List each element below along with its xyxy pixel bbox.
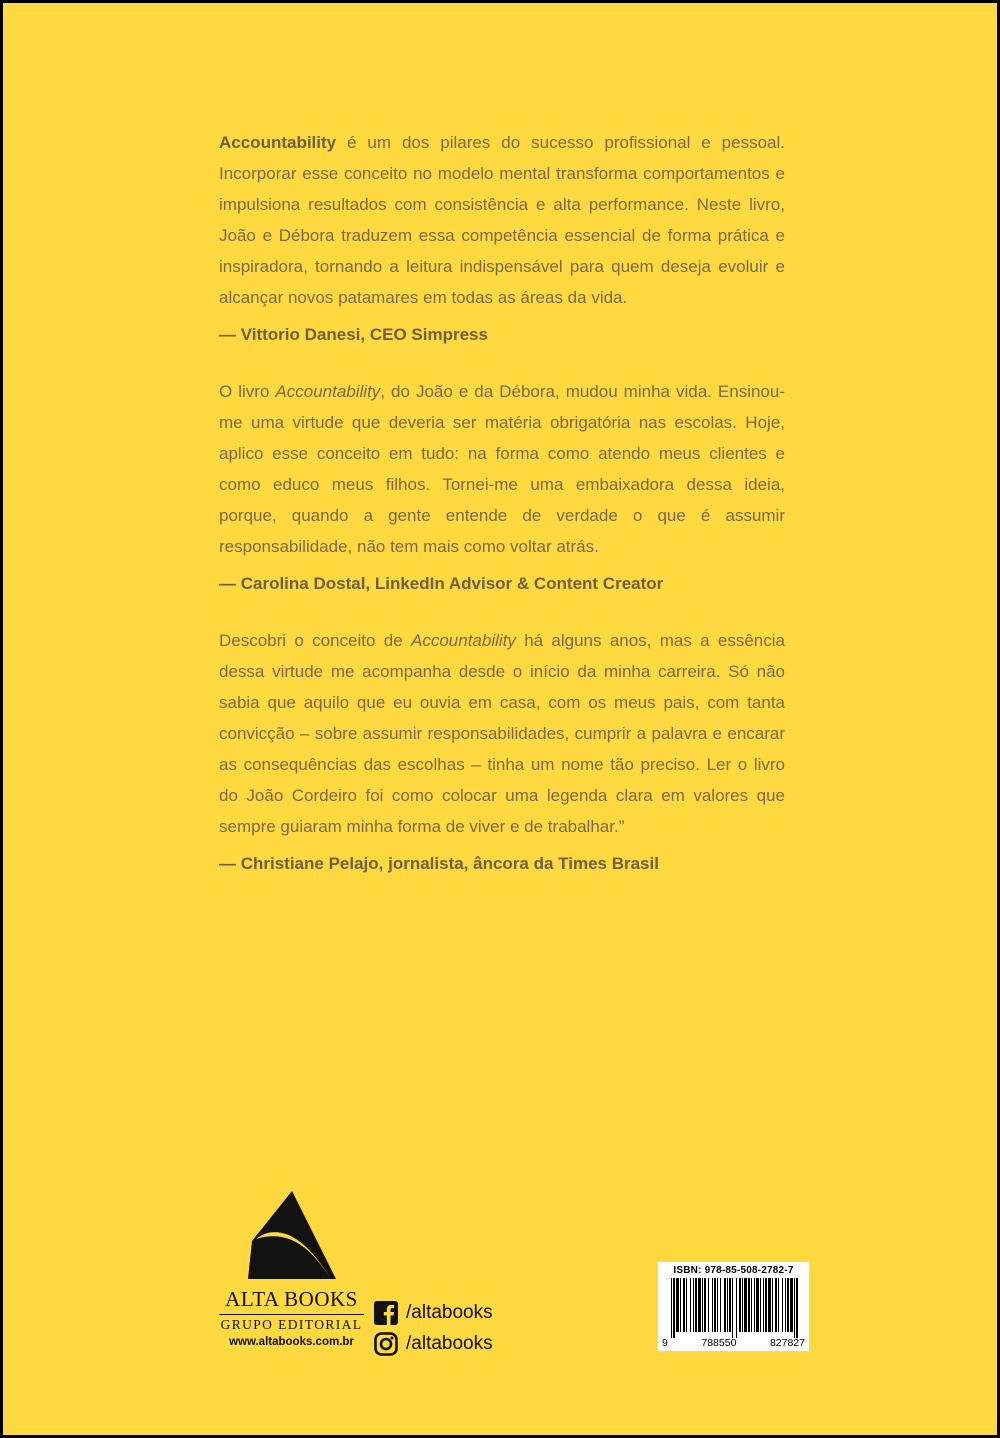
alta-books-logo-icon — [246, 1189, 338, 1281]
testimonial-3-body: há alguns anos, mas a essência dessa virtude me acompanha desde o início da minha carreira. Só não sabia que aquilo que eu ouvia em casa, com os meus pais, com tanta convicção – sobre assumir responsabilidades, cumprir a palavra e encarar as consequências das escolhas – tinha um nome tão preciso. Ler o livro do João Cordeiro foi como colocar uma legenda clara em valores que sempre guiaram minha forma de viver e de trabalhar.” — [219, 631, 785, 836]
instagram-handle: /altabooks — [406, 1332, 493, 1354]
back-cover — [3, 3, 997, 1435]
isbn-barcode — [658, 1262, 809, 1351]
isbn-label: ISBN: 978-85-508-2782-7 — [673, 1265, 794, 1276]
barcode-digits-right: 827827 — [769, 1337, 805, 1349]
barcode-digit-first: 9 — [662, 1337, 668, 1349]
testimonial-2-pre: O livro — [219, 382, 276, 401]
instagram-icon — [374, 1332, 398, 1356]
testimonial-2-em: Accountability — [275, 382, 381, 401]
testimonial-1-lead: Accountability — [219, 133, 337, 152]
barcode-digits-left: 788550 — [701, 1337, 737, 1349]
facebook-link[interactable] — [374, 1297, 493, 1328]
testimonial-2-body: , do João e da Débora, mudou minha vida. Ensinou-me uma virtude que deveria ser matéria obrigatória nas escolas. Hoje, aplico esse conceito em tudo: na forma como atendo meus clientes e como educo meus filhos. Tornei-me uma embaixadora dessa ideia, porque, quando a gente entende de verdade o que é assumir responsabilidade, não tem mais como voltar atrás. — [219, 382, 786, 556]
social-links — [374, 1297, 493, 1359]
publisher-url[interactable]: www.altabooks.com.br — [229, 1336, 354, 1348]
testimonials — [219, 127, 785, 905]
testimonial-3-attribution: — Christiane Pelajo, jornalista, âncora da Times Brasil — [219, 854, 659, 873]
testimonial-1-text — [219, 127, 785, 313]
facebook-handle: /altabooks — [406, 1301, 493, 1323]
publisher-logo — [219, 1189, 364, 1348]
instagram-link[interactable] — [374, 1328, 493, 1359]
testimonial-3-pre: Descobri o conceito de — [219, 631, 411, 650]
testimonial-2-attribution: — Carolina Dostal, LinkedIn Advisor & Content Creator — [219, 574, 664, 593]
publisher-name: ALTA BOOKS — [219, 1287, 364, 1315]
barcode-bars — [665, 1278, 803, 1338]
facebook-icon — [374, 1301, 398, 1325]
testimonial-3-em: Accountability — [411, 631, 516, 650]
testimonial-1-attribution: — Vittorio Danesi, CEO Simpress — [219, 325, 488, 344]
publisher-subtitle: GRUPO EDITORIAL — [220, 1317, 363, 1332]
testimonial-1-body: é um dos pilares do sucesso profissional e pessoal. Incorporar esse conceito no modelo mental transforma comportamentos e impulsiona resultados com consistência e alta performance. Neste livro, João e Débora traduzem essa competência essencial de forma prática e inspiradora, tornando a leitura indispensável para quem deseja evoluir e alcançar novos patamares em todas as áreas da vida. — [219, 133, 785, 307]
barcode-digits — [662, 1337, 805, 1349]
testimonial-3-text — [219, 625, 785, 842]
testimonial-2-text — [219, 376, 785, 562]
